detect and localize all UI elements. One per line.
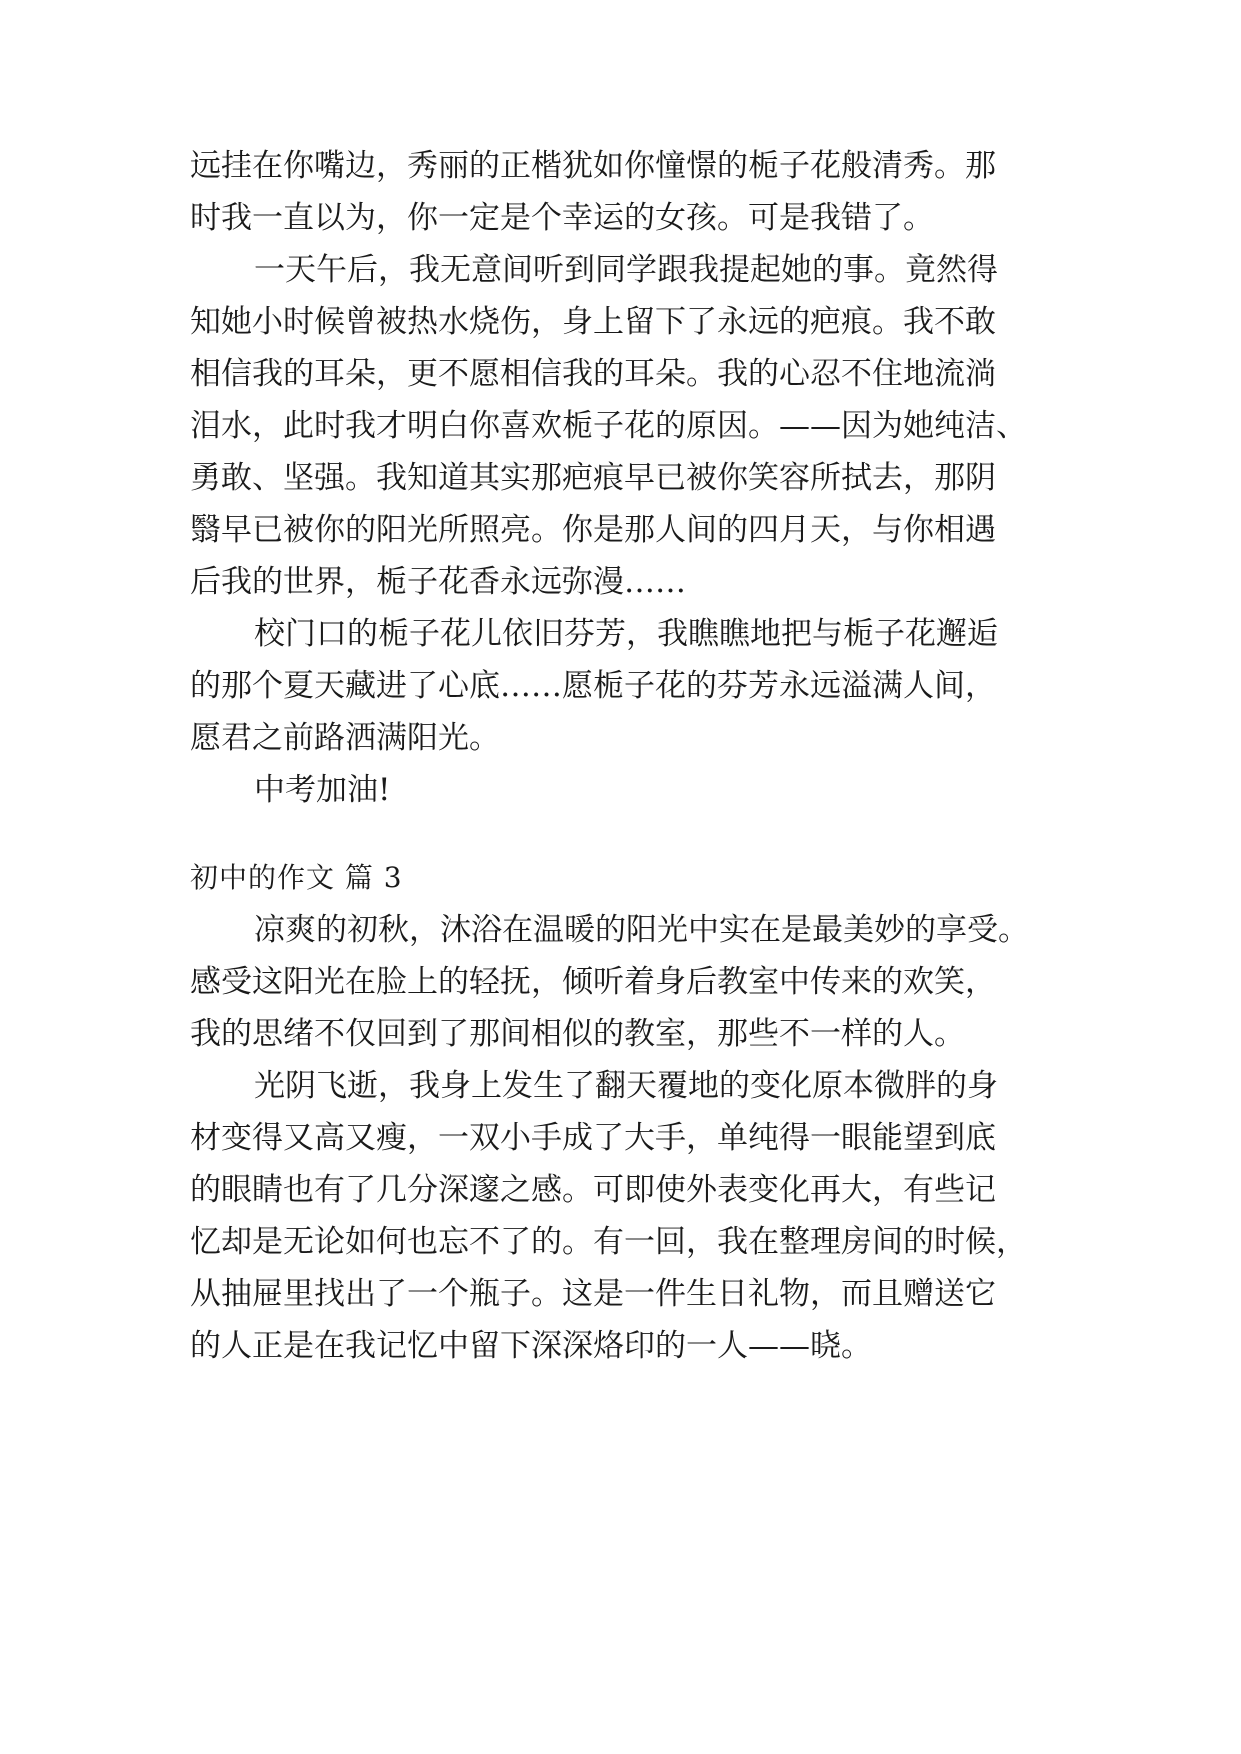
paragraph-line: 材变得又高又瘦，一双小手成了大手，单纯得一眼能望到底 [190, 1120, 996, 1156]
paragraph-line: 光阴飞逝，我身上发生了翻天覆地的变化原本微胖的身 [254, 1068, 998, 1104]
paragraph-line: 一天午后，我无意间听到同学跟我提起她的事。竟然得 [254, 252, 998, 288]
section-heading: 初中的作文 篇 3 [190, 861, 403, 894]
paragraph-line: 感受这阳光在脸上的轻抚，倾听着身后教室中传来的欢笑， [190, 964, 996, 1000]
paragraph-line: 相信我的耳朵，更不愿相信我的耳朵。我的心忍不住地流淌 [190, 356, 996, 392]
paragraph-line: 我的思绪不仅回到了那间相似的教室，那些不一样的人。 [190, 1016, 965, 1052]
paragraph-line: 的那个夏天藏进了心底……愿栀子花的芬芳永远溢满人间， [190, 668, 996, 704]
paragraph-line: 的人正是在我记忆中留下深深烙印的一人——晓。 [190, 1328, 872, 1364]
paragraph-line: 愿君之前路洒满阳光。 [190, 720, 500, 756]
paragraph-line: 从抽屉里找出了一个瓶子。这是一件生日礼物，而且赠送它 [190, 1276, 996, 1312]
paragraph-line: 知她小时候曾被热水烧伤，身上留下了永远的疤痕。我不敢 [190, 304, 996, 340]
paragraph-line: 后我的世界，栀子花香永远弥漫…… [190, 564, 686, 600]
paragraph-line: 远挂在你嘴边，秀丽的正楷犹如你憧憬的栀子花般清秀。那 [190, 148, 996, 184]
paragraph-line: 的眼睛也有了几分深邃之感。可即使外表变化再大，有些记 [190, 1172, 996, 1208]
paragraph-line: 勇敢、坚强。我知道其实那疤痕早已被你笑容所拭去，那阴 [190, 460, 996, 496]
paragraph-line: 校门口的栀子花儿依旧芬芳，我瞧瞧地把与栀子花邂逅 [254, 616, 998, 652]
closing-line: 中考加油! [254, 772, 391, 808]
paragraph-line: 凉爽的初秋，沐浴在温暖的阳光中实在是最美妙的享受。 [254, 912, 1029, 948]
paragraph-line: 泪水，此时我才明白你喜欢栀子花的原因。——因为她纯洁、 [190, 408, 1027, 444]
paragraph-line: 翳早已被你的阳光所照亮。你是那人间的四月天，与你相遇 [190, 512, 996, 548]
paragraph-line: 时我一直以为，你一定是个幸运的女孩。可是我错了。 [190, 200, 934, 236]
paragraph-line: 忆却是无论如何也忘不了的。有一回，我在整理房间的时候， [190, 1224, 1027, 1260]
